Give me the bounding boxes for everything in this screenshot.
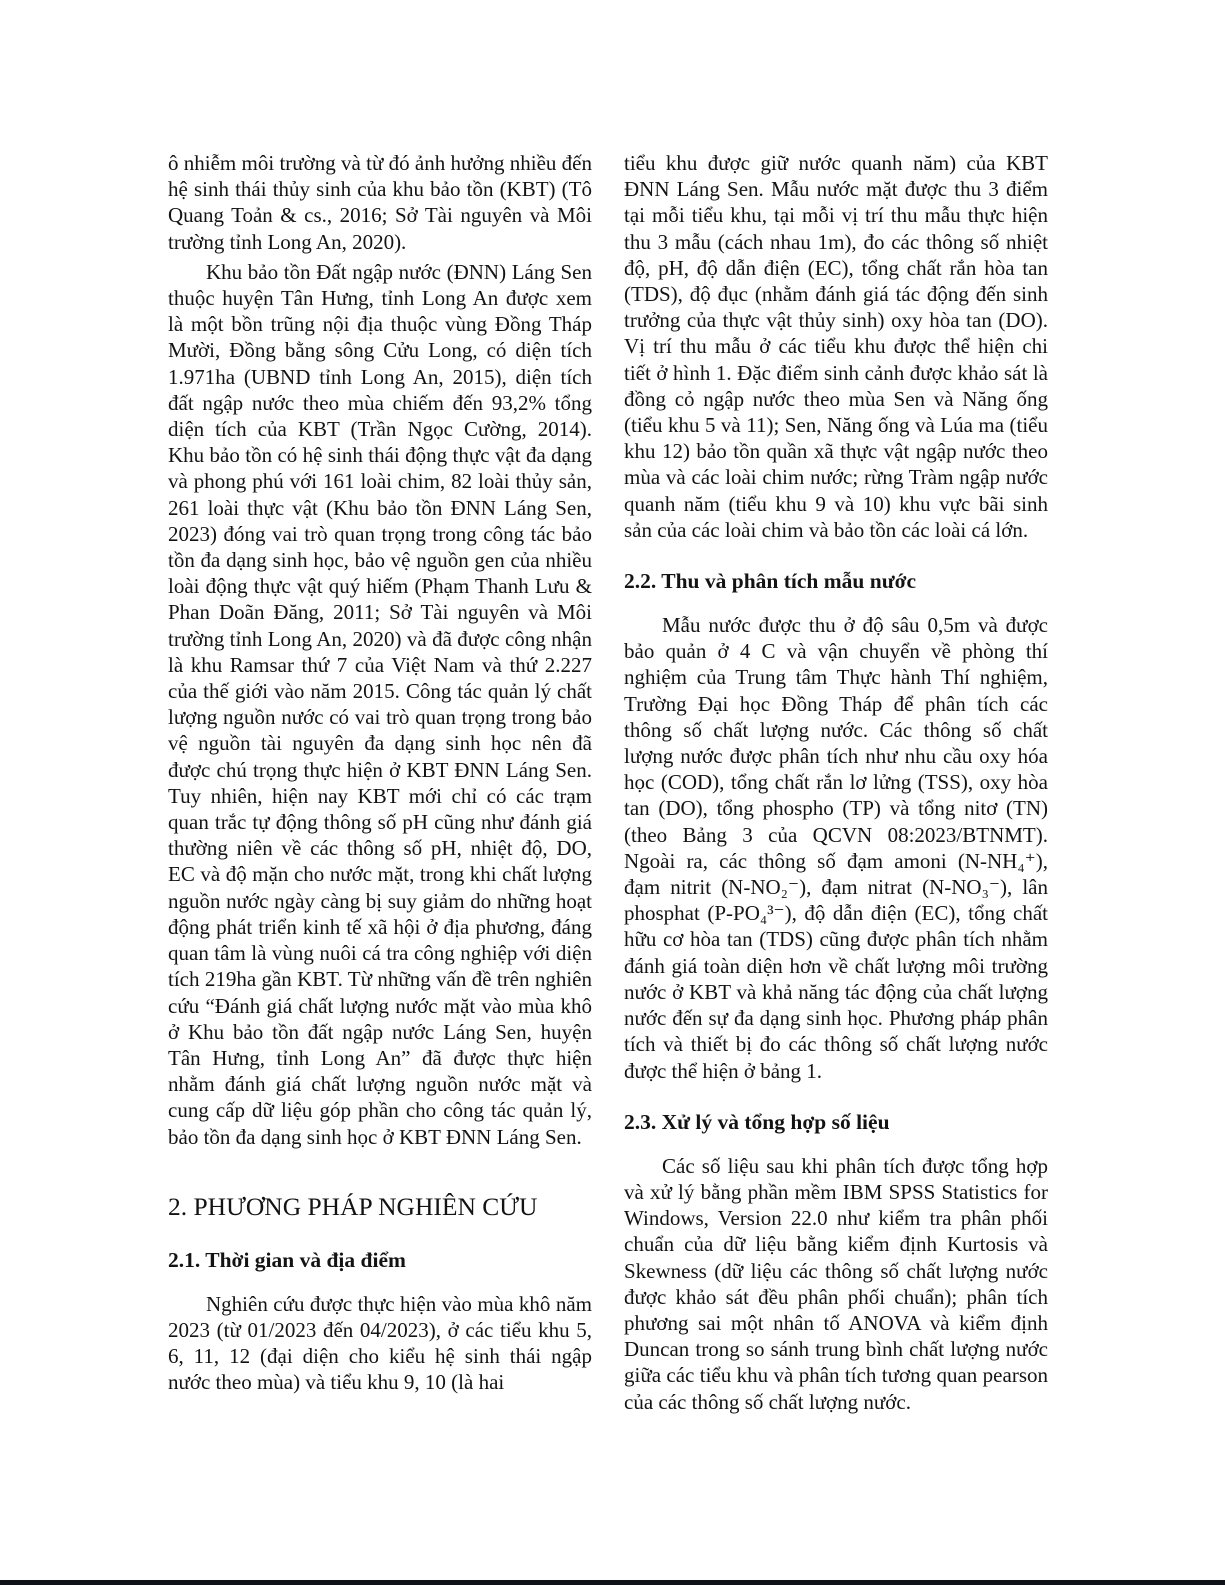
- paragraph: Khu bảo tồn Đất ngập nước (ĐNN) Láng Sen thuộc huyện Tân Hưng, tỉnh Long An được xem là một bồn trũng nội địa thuộc vùng Đồng Tháp Mười, Đồng bằng sông Cửu Long, có diện tích 1.971ha (UBND tỉnh Long An, 2015), diện tích đất ngập nước theo mùa chiếm đến 93,2% tổng diện tích của KBT (Trần Ngọc Cường, 2014). Khu bảo tồn có hệ sinh thái động thực vật đa dạng và phong phú với 161 loài chim, 82 loài thủy sản, 261 loài thực vật (Khu bảo tồn ĐNN Láng Sen, 2023) đóng vai trò quan trọng trong công tác bảo tồn đa dạng sinh học, bảo vệ nguồn gen của nhiều loài động thực vật quý hiếm (Phạm Thanh Lưu & Phan Doãn Đăng, 2011; Sở Tài nguyên và Môi trường tỉnh Long An, 2020) và đã được công nhận là khu Ramsar thứ 7 của Việt Nam và thứ 2.227 của thế giới vào năm 2015. Công tác quản lý chất lượng nguồn nước có vai trò quan trọng trong bảo vệ nguồn tài nguyên đa dạng sinh học nên đã được chú trọng thực hiện ở KBT ĐNN Láng Sen. Tuy nhiên, hiện nay KBT mới chỉ có các trạm quan trắc tự động thông số pH cũng như đánh giá thường niên về các thông số pH, nhiệt độ, DO, EC và độ mặn cho nước mặt, trong khi chất lượng nguồn nước ngày càng bị suy giảm do những hoạt động phát triển kinh tế xã hội ở địa phương, đáng quan tâm là vùng nuôi cá tra công nghiệp với diện tích 219ha gần KBT. Từ những vấn đề trên nghiên cứu “Đánh giá chất lượng nước mặt vào mùa khô ở Khu bảo tồn đất ngập nước Láng Sen, huyện Tân Hưng, tỉnh Long An” đã được thực hiện nhằm đánh giá chất lượng nguồn nước mặt và cung cấp dữ liệu góp phần cho công tác quản lý, bảo tồn đa dạng sinh học ở KBT ĐNN Láng Sen.: [168, 259, 592, 1149]
- right-column: [624, 150, 1048, 1419]
- paragraph: Nghiên cứu được thực hiện vào mùa khô năm 2023 (từ 01/2023 đến 04/2023), ở các tiểu khu 5, 6, 11, 12 (đại diện cho kiểu hệ sinh thái ngập nước theo mùa) và tiểu khu 9, 10 (là hai: [168, 1291, 592, 1395]
- subsection-heading: 2.3. Xử lý và tổng hợp số liệu: [624, 1109, 890, 1134]
- window-bottom-edge: [0, 1580, 1225, 1585]
- paragraph: ô nhiễm môi trường và từ đó ảnh hưởng nhiều đến hệ sinh thái thủy sinh của khu bảo tồn (KBT) (Tô Quang Toản & cs., 2016; Sở Tài nguyên và Môi trường tỉnh Long An, 2020).: [168, 151, 592, 254]
- paragraph: tiểu khu được giữ nước quanh năm) của KBT ĐNN Láng Sen. Mẫu nước mặt được thu 3 điểm tại mỗi tiểu khu, tại mỗi vị trí thu mẫu thực hiện thu 3 mẫu (cách nhau 1m), đo các thông số nhiệt độ, pH, độ dẫn điện (EC), tổng chất rắn hòa tan (TDS), độ đục (nhằm đánh giá tác động đến sinh trưởng của thực vật thủy sinh) oxy hòa tan (DO). Vị trí thu mẫu ở các tiểu khu được thể hiện chi tiết ở hình 1. Đặc điểm sinh cảnh được khảo sát là đồng cỏ ngập nước theo mùa Sen và Năng ống (tiểu khu 5 và 11); Sen, Năng ống và Lúa ma (tiểu khu 12) bảo tồn quần xã thực vật ngập nước theo mùa và các loài chim nước; rừng Tràm ngập nước quanh năm (tiểu khu 9 và 10) khu vực bãi sinh sản của các loài chim và bảo tồn các loài cá lớn.: [624, 151, 1048, 542]
- subsection-heading: 2.2. Thu và phân tích mẫu nước: [624, 569, 917, 594]
- section-heading: 2. PHƯƠNG PHÁP NGHIÊN CỨU: [168, 1191, 538, 1221]
- paragraph: Các số liệu sau khi phân tích được tổng hợp và xử lý bằng phần mềm IBM SPSS Statistics for Windows, Version 22.0 như kiểm tra phân phối chuẩn của dữ liệu bằng kiểm định Kurtosis và Skewness (dữ liệu các thông số chất lượng nước được khảo sát đều phân phối chuẩn); phân tích phương sai một nhân tố ANOVA và kiểm định Duncan trong so sánh trung bình chất lượng nước giữa các tiểu khu và phân tích tương quan pearson của các thông số chất lượng nước.: [624, 1153, 1048, 1414]
- left-column: [168, 150, 592, 1419]
- paragraph: Mẫu nước được thu ở độ sâu 0,5m và được bảo quản ở 4 C và vận chuyển về phòng thí nghiệm của Trung tâm Thực hành Thí nghiệm, Trường Đại học Đồng Tháp để phân tích các thông số chất lượng nước. Các thông số chất lượng nước được phân tích như nhu cầu oxy hóa học (COD), tổng chất rắn lơ lửng (TSS), oxy hòa tan (DO), tổng phospho (TP) và tổng nitơ (TN) (theo Bảng 3 của QCVN 08:2023/BTNMT). Ngoài ra, các thông số đạm amoni (N-NH₄⁺), đạm nitrit (N-NO₂⁻), đạm nitrat (N-NO₃⁻), lân phosphat (P-PO₄³⁻), độ dẫn điện (EC), tổng chất hữu cơ hòa tan (TDS) cũng được phân tích nhằm đánh giá toàn diện hơn về chất lượng môi trường nước ở KBT và khả năng tác động của chất lượng nước đến sự đa dạng sinh học. Phương pháp phân tích và thiết bị đo các thông số chất lượng nước được thể hiện ở bảng 1.: [624, 613, 1048, 1083]
- two-column-layout: [168, 150, 1048, 1419]
- subsection-heading: 2.1. Thời gian và địa điểm: [168, 1247, 406, 1272]
